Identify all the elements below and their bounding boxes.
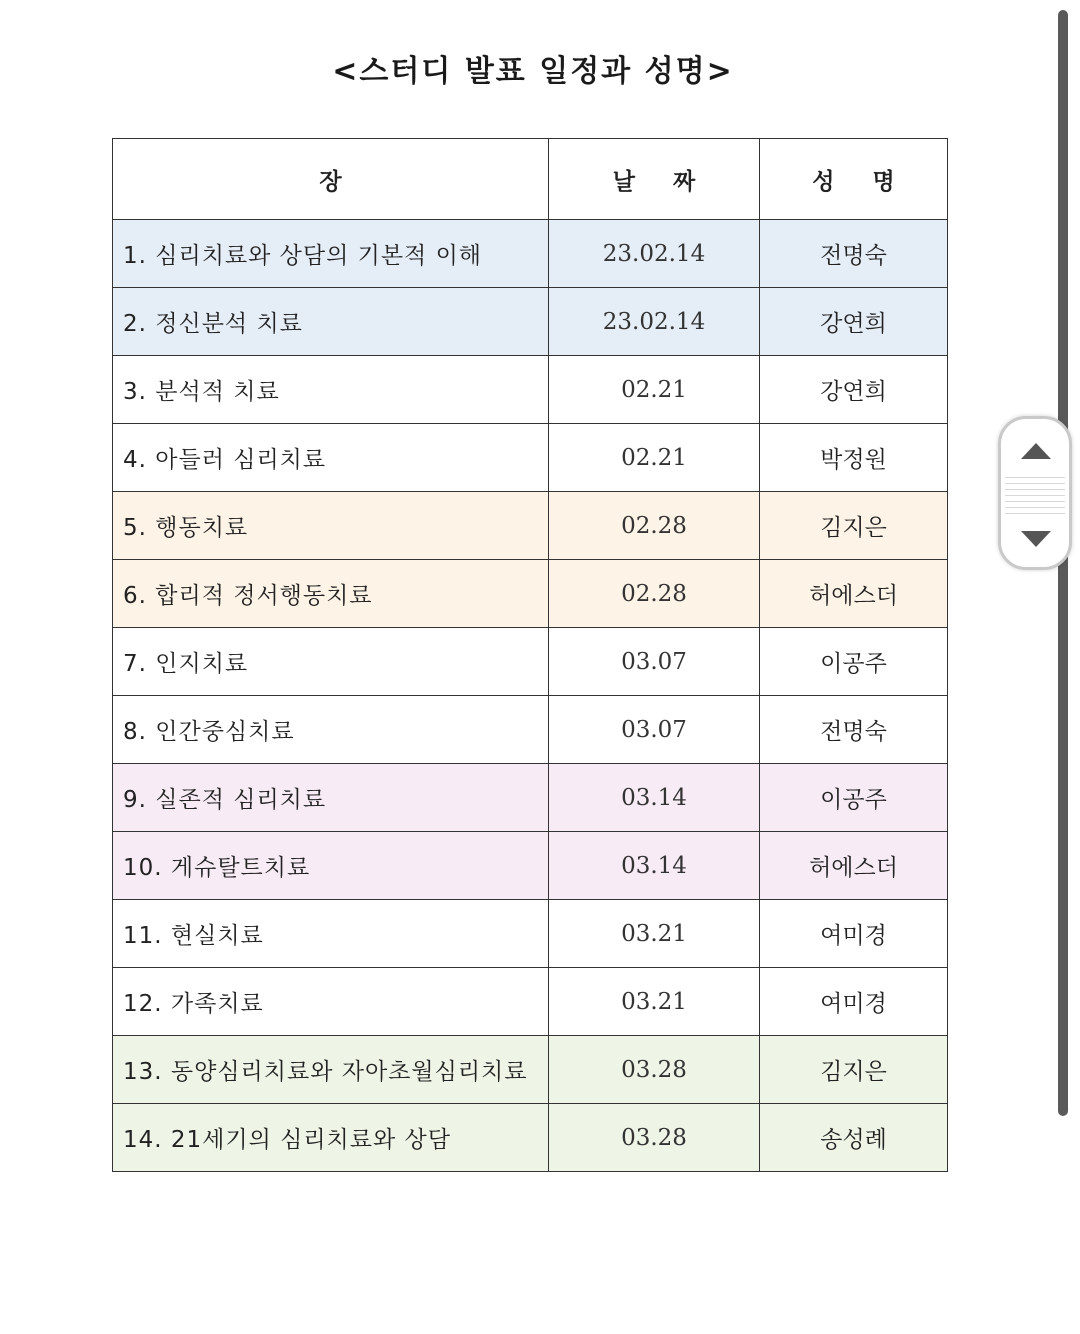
name-cell: 여미경 xyxy=(760,968,948,1036)
date-cell: 03.21 xyxy=(549,968,760,1036)
date-cell: 23.02.14 xyxy=(549,288,760,356)
name-cell: 이공주 xyxy=(760,628,948,696)
date-cell: 02.28 xyxy=(549,492,760,560)
table-row xyxy=(113,832,948,900)
date-cell: 03.14 xyxy=(549,764,760,832)
date-cell: 23.02.14 xyxy=(549,220,760,288)
name-cell: 허에스더 xyxy=(760,560,948,628)
chapter-cell: 13. 동양심리치료와 자아초월심리치료 xyxy=(113,1036,549,1104)
table-row xyxy=(113,696,948,764)
scroll-control[interactable] xyxy=(998,416,1072,570)
date-cell: 02.21 xyxy=(549,356,760,424)
table-row xyxy=(113,764,948,832)
chevron-down-icon[interactable] xyxy=(1021,531,1051,547)
name-cell: 김지은 xyxy=(760,492,948,560)
table-row xyxy=(113,1104,948,1172)
chapter-cell: 5. 행동치료 xyxy=(113,492,549,560)
table-row xyxy=(113,968,948,1036)
name-cell: 이공주 xyxy=(760,764,948,832)
chapter-cell: 3. 분석적 치료 xyxy=(113,356,549,424)
chevron-up-icon[interactable] xyxy=(1021,443,1051,459)
date-cell: 02.28 xyxy=(549,560,760,628)
chapter-cell: 2. 정신분석 치료 xyxy=(113,288,549,356)
chapter-cell: 6. 합리적 정서행동치료 xyxy=(113,560,549,628)
chapter-cell: 4. 아들러 심리치료 xyxy=(113,424,549,492)
name-cell: 전명숙 xyxy=(760,696,948,764)
chapter-cell: 1. 심리치료와 상담의 기본적 이해 xyxy=(113,220,549,288)
header-name: 성 명 xyxy=(760,139,948,220)
date-cell: 03.21 xyxy=(549,900,760,968)
chapter-cell: 14. 21세기의 심리치료와 상담 xyxy=(113,1104,549,1172)
date-cell: 03.07 xyxy=(549,628,760,696)
table-row xyxy=(113,628,948,696)
header-chapter: 장 xyxy=(113,139,549,220)
date-cell: 03.07 xyxy=(549,696,760,764)
chapter-cell: 10. 게슈탈트치료 xyxy=(113,832,549,900)
table-header-row xyxy=(113,139,948,220)
schedule-table xyxy=(112,138,948,1172)
table-row xyxy=(113,288,948,356)
chapter-cell: 11. 현실치료 xyxy=(113,900,549,968)
name-cell: 여미경 xyxy=(760,900,948,968)
table-row xyxy=(113,900,948,968)
name-cell: 강연희 xyxy=(760,356,948,424)
header-date: 날 짜 xyxy=(549,139,760,220)
name-cell: 강연희 xyxy=(760,288,948,356)
date-cell: 03.28 xyxy=(549,1036,760,1104)
table-body xyxy=(113,220,948,1172)
chapter-cell: 7. 인지치료 xyxy=(113,628,549,696)
date-cell: 03.14 xyxy=(549,832,760,900)
table-row xyxy=(113,492,948,560)
date-cell: 03.28 xyxy=(549,1104,760,1172)
name-cell: 전명숙 xyxy=(760,220,948,288)
table-row xyxy=(113,1036,948,1104)
document-title: <스터디 발표 일정과 성명> xyxy=(332,54,734,89)
chapter-cell: 9. 실존적 심리치료 xyxy=(113,764,549,832)
table-row xyxy=(113,560,948,628)
table-row xyxy=(113,424,948,492)
chapter-cell: 12. 가족치료 xyxy=(113,968,549,1036)
name-cell: 김지은 xyxy=(760,1036,948,1104)
date-cell: 02.21 xyxy=(549,424,760,492)
grip-handle[interactable] xyxy=(1005,477,1065,517)
table-row xyxy=(113,220,948,288)
table-row xyxy=(113,356,948,424)
name-cell: 허에스더 xyxy=(760,832,948,900)
name-cell: 박정원 xyxy=(760,424,948,492)
name-cell: 송성례 xyxy=(760,1104,948,1172)
chapter-cell: 8. 인간중심치료 xyxy=(113,696,549,764)
